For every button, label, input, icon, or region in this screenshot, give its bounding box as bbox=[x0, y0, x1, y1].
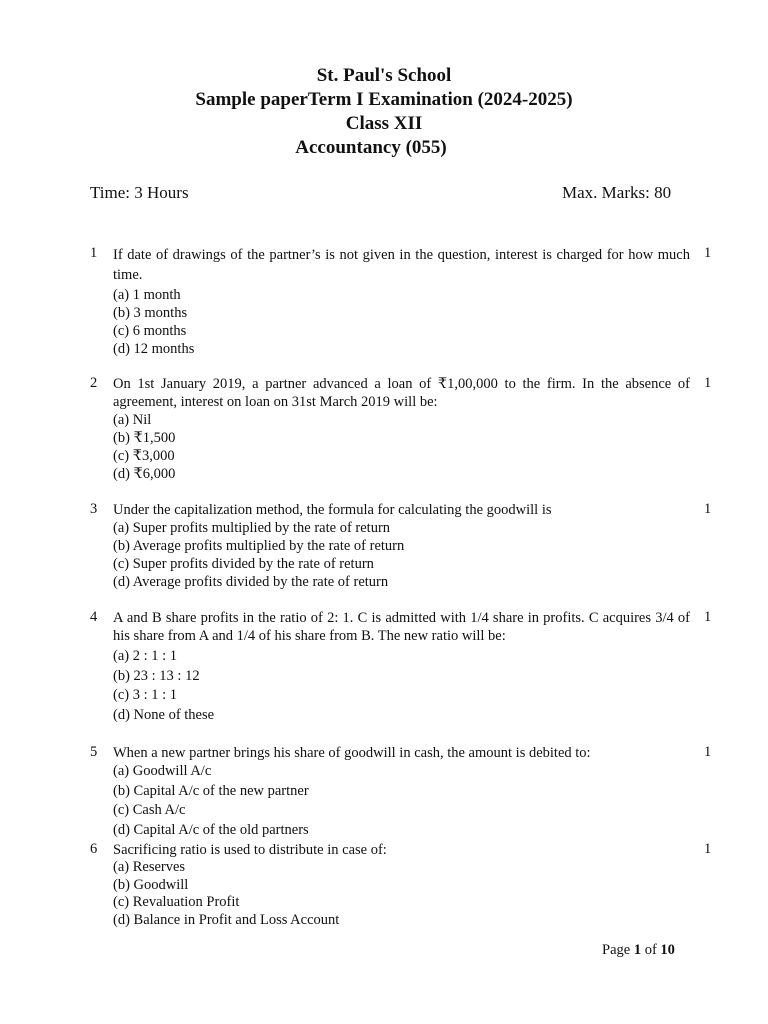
question-marks: 1 bbox=[704, 609, 712, 625]
option-c: (c) ₹3,000 bbox=[113, 448, 175, 464]
question-marks: 1 bbox=[704, 841, 712, 857]
question-number: 2 bbox=[90, 375, 98, 391]
question-text: On 1st January 2019, a partner advanced a loan of ₹1,00,000 to the firm. In the absence of agreement, interest on loan on 31st March 2019 will be: bbox=[113, 376, 690, 410]
question-marks: 1 bbox=[704, 375, 712, 391]
option-a: (a) Reserves bbox=[113, 859, 186, 875]
option-a: (a) Super profits multiplied by the rate of return bbox=[113, 520, 391, 536]
question-3 bbox=[90, 501, 720, 591]
school-name: St. Paul's School bbox=[316, 65, 452, 86]
option-c: (c) 3 : 1 : 1 bbox=[113, 687, 178, 703]
subject-name: Accountancy (055) bbox=[295, 137, 447, 158]
question-text: Sacrificing ratio is used to distribute in case of: bbox=[113, 842, 387, 858]
question-number: 6 bbox=[90, 841, 98, 857]
max-marks: Max. Marks: 80 bbox=[562, 183, 672, 202]
page-footer bbox=[602, 942, 675, 959]
class-name: Class XII bbox=[345, 113, 423, 134]
question-marks: 1 bbox=[704, 245, 712, 261]
option-d: (d) ₹6,000 bbox=[113, 466, 176, 482]
question-text: A and B share profits in the ratio of 2: 1. C is admitted with 1/4 share in profits. C acquires 3/4 of his share from A and 1/4 of his share from B. The new ratio will be: bbox=[113, 610, 690, 644]
current-page-number: 1 bbox=[633, 942, 642, 958]
option-d: (d) None of these bbox=[113, 706, 215, 723]
question-2 bbox=[90, 375, 720, 483]
option-d: (d) 12 months bbox=[113, 341, 195, 357]
total-pages-number: 10 bbox=[660, 942, 675, 958]
question-text: If date of drawings of the partner’s is not given in the question, interest is charged for how much time. bbox=[113, 247, 690, 283]
paper-header bbox=[0, 64, 768, 160]
question-1 bbox=[90, 245, 720, 358]
exam-title: Sample paperTerm I Examination (2024-2025) bbox=[195, 89, 573, 110]
option-d: (d) Average profits divided by the rate of return bbox=[113, 574, 389, 590]
option-a: (a) Goodwill A/c bbox=[113, 763, 212, 779]
option-a: (a) 2 : 1 : 1 bbox=[113, 648, 178, 664]
option-d: (d) Capital A/c of the old partners bbox=[113, 821, 309, 838]
option-c: (c) Cash A/c bbox=[113, 802, 186, 818]
question-number: 4 bbox=[90, 609, 98, 625]
question-5 bbox=[90, 744, 720, 840]
option-b: (b) Capital A/c of the new partner bbox=[113, 782, 309, 799]
option-c: (c) Revaluation Profit bbox=[113, 894, 240, 910]
page-word: Page bbox=[602, 942, 631, 958]
option-b: (b) ₹1,500 bbox=[113, 430, 176, 446]
question-marks: 1 bbox=[704, 501, 712, 517]
option-d: (d) Balance in Profit and Loss Account bbox=[113, 911, 340, 928]
option-c: (c) 6 months bbox=[113, 323, 187, 339]
question-number: 1 bbox=[90, 245, 98, 261]
option-c: (c) Super profits divided by the rate of return bbox=[113, 556, 374, 572]
question-4 bbox=[90, 609, 720, 725]
option-a: (a) Nil bbox=[113, 412, 152, 428]
question-marks: 1 bbox=[704, 744, 712, 760]
question-number: 5 bbox=[90, 744, 98, 760]
time-allowed: Time: 3 Hours bbox=[90, 183, 189, 202]
question-text: Under the capitalization method, the formula for calculating the goodwill is bbox=[113, 502, 552, 518]
question-text: When a new partner brings his share of goodwill in cash, the amount is debited to: bbox=[113, 745, 591, 761]
question-number: 3 bbox=[90, 501, 98, 517]
option-b: (b) 23 : 13 : 12 bbox=[113, 667, 200, 684]
of-word: of bbox=[644, 942, 657, 958]
option-b: (b) Goodwill bbox=[113, 876, 189, 893]
option-b: (b) Average profits multiplied by the rate of return bbox=[113, 538, 405, 554]
option-a: (a) 1 month bbox=[113, 287, 181, 303]
option-b: (b) 3 months bbox=[113, 305, 188, 321]
question-6 bbox=[90, 841, 720, 929]
